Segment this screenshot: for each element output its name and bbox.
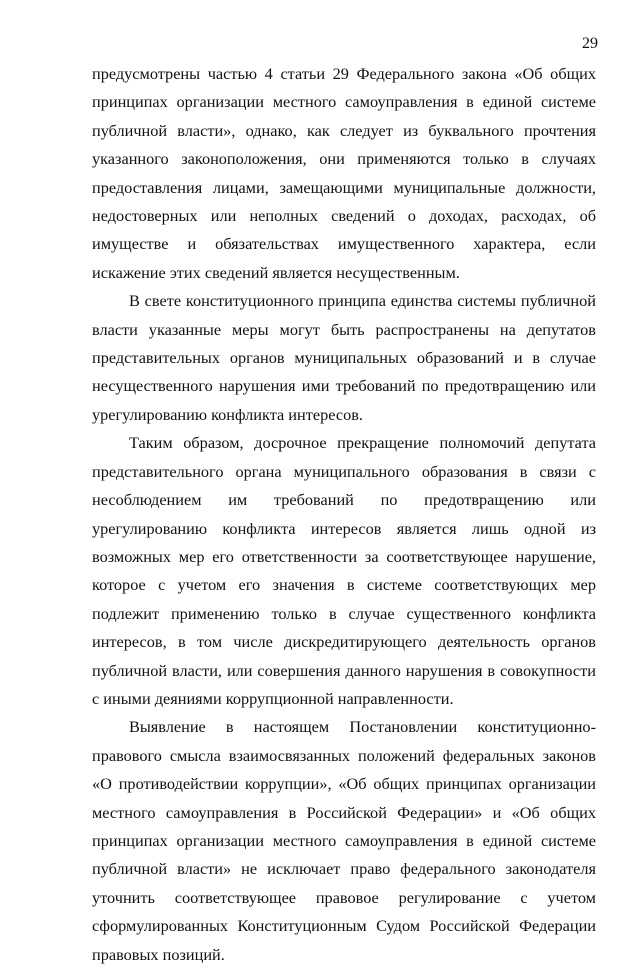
- paragraph: В свете конституционного принципа единства системы публичной власти указанные меры могут быть распространены на депутатов представительных органов муниципальных образований и в случае несущественного нарушения ими требований по предотвращению или урегулированию конфликта интересов.: [92, 291, 596, 424]
- paragraph-continuation: предусмотрены частью 4 статьи 29 Федерального закона «Об общих принципах организации местного самоуправления в единой системе публичной власти», однако, как следует из буквального прочтения указанного законоположения, они применяются только в случаях предоставления лицами, замещающими муниципальные должности, недостоверных или неполных сведений о доходах, расходах, об имуществе и обязательствах имущественного характера, если искажение этих сведений является несущественным.: [92, 64, 596, 282]
- document-body: [92, 60, 596, 969]
- page-number: 29: [582, 35, 598, 52]
- paragraph: Таким образом, досрочное прекращение полномочий депутата представительного органа муниципального образования в связи с несоблюдением им требований по предотвращению или урегулированию конфликта интересов является лишь одной из возможных мер его ответственности за соответствующее нарушение, которое с учетом его значения в системе соответствующих мер подлежит применению только в случае существенного конфликта интересов, в том числе дискредитирующего деятельность органов публичной власти, или совершения данного нарушения в совокупности с иными деяниями коррупционной направленности.: [92, 433, 596, 708]
- paragraph: Выявление в настоящем Постановлении конституционно-правового смысла взаимосвязанных положений федеральных законов «О противодействии коррупции», «Об общих принципах организации местного самоуправления в Российской Федерации» и «Об общих принципах организации местного самоуправления в единой системе публичной власти» не исключает право федерального законодателя уточнить соответствующее правовое регулирование с учетом сформулированных Конституционным Судом Российской Федерации правовых позиций.: [92, 717, 596, 964]
